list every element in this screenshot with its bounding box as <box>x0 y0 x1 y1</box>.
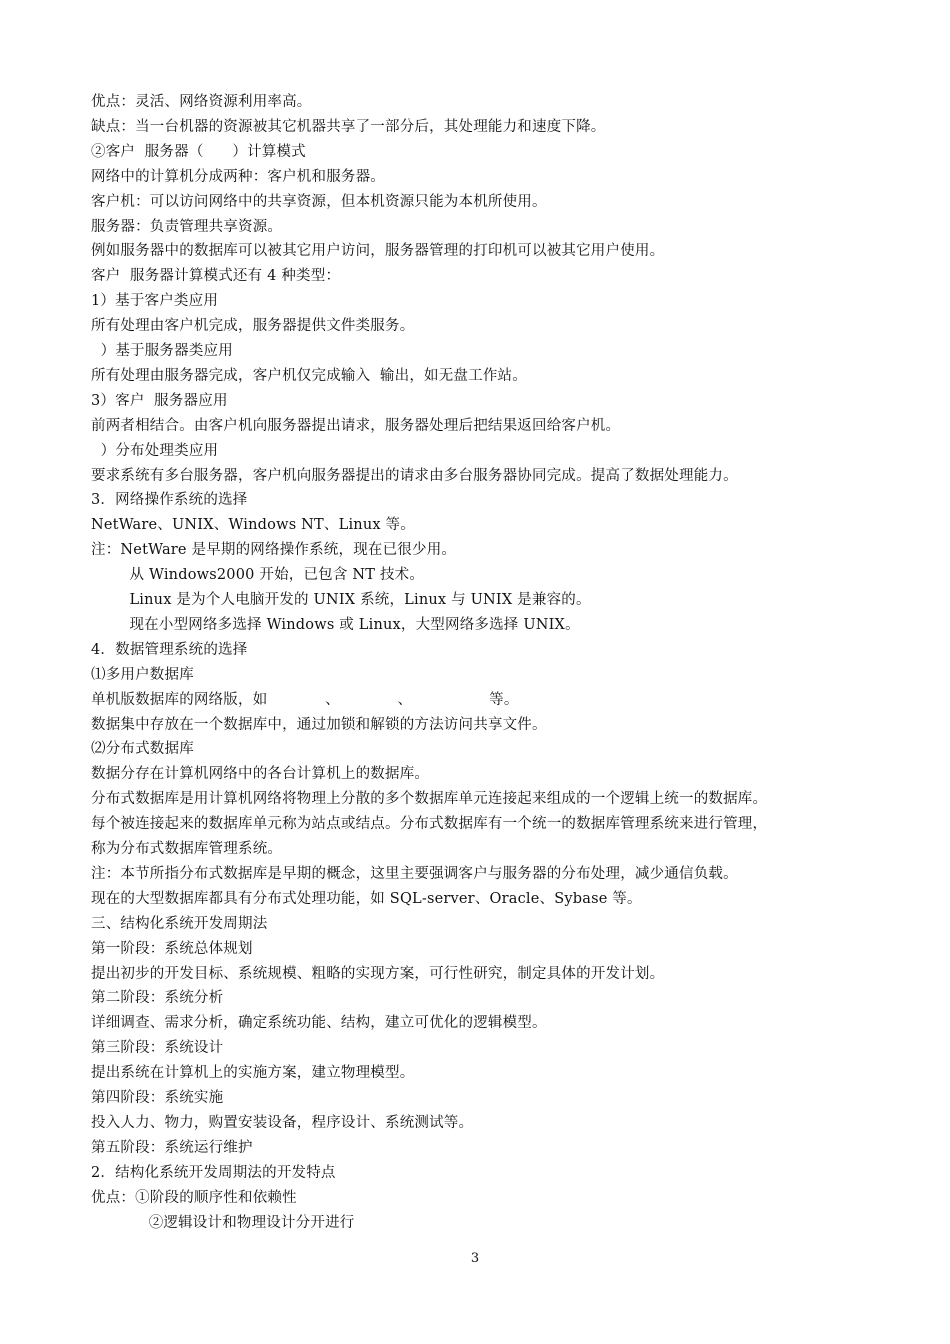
text-line: 注：NetWare 是早期的网络操作系统，现在已很少用。 <box>91 542 457 559</box>
text-line: 例如服务器中的数据库可以被其它用户访问，服务器管理的打印机可以被其它用户使用。 <box>91 243 665 260</box>
text-line: Linux 是为个人电脑开发的 UNIX 系统，Linux 与 UNIX 是兼容的。 <box>91 592 591 608</box>
text-line: 每个被连接起来的数据库单元称为站点或结点。分布式数据库有一个统一的数据库管理系统来进行管理， <box>91 816 768 833</box>
text-line: 前两者相结合。由客户机向服务器提出请求，服务器处理后把结果返回给客户机。 <box>91 417 621 434</box>
text-line: 数据分存在计算机网络中的各台计算机上的数据库。 <box>91 766 430 783</box>
text-line: 客户机：可以访问网络中的共享资源，但本机资源只能为本机所使用。 <box>91 193 547 210</box>
text-line: 现在的大型数据库都具有分布式处理功能，如 SQL-server、Oracle、Sybase 等。 <box>91 890 642 907</box>
text-line: 单机版数据库的网络版，如 、 、 等。 <box>91 691 519 708</box>
text-line: 现在小型网络多选择 Windows 或 Linux，大型网络多选择 UNIX。 <box>91 616 580 633</box>
text-line: 提出系统在计算机上的实施方案，建立物理模型。 <box>91 1065 415 1082</box>
text-line: 优点：①阶段的顺序性和依赖性 <box>91 1189 297 1206</box>
text-line: 1）基于客户类应用 <box>91 293 219 310</box>
text-line: 投入人力、物力，购置安装设备，程序设计、系统测试等。 <box>91 1114 474 1131</box>
text-line: 客户 服务器计算模式还有 4 种类型： <box>91 268 341 285</box>
text-line: 第一阶段：系统总体规划 <box>91 940 253 957</box>
text-line: 2．结构化系统开发周期法的开发特点 <box>91 1164 336 1181</box>
text-line: 三、结构化系统开发周期法 <box>91 915 268 932</box>
text-line: ②逻辑设计和物理设计分开进行 <box>91 1214 355 1231</box>
text-line: 缺点：当一台机器的资源被其它机器共享了一部分后，其处理能力和速度下降。 <box>91 118 606 135</box>
text-line: 详细调查、需求分析，确定系统功能、结构，建立可优化的逻辑模型。 <box>91 1015 547 1032</box>
text-line: 要求系统有多台服务器，客户机向服务器提出的请求由多台服务器协同完成。提高了数据处理能力。 <box>91 467 738 484</box>
text-line: ⑵分布式数据库 <box>91 741 194 758</box>
text-line: ）分布处理类应用 <box>91 442 219 459</box>
text-line: 第五阶段：系统运行维护 <box>91 1139 253 1156</box>
text-line: 第四阶段：系统实施 <box>91 1090 224 1106</box>
text-line: 优点：灵活、网络资源利用率高。 <box>91 94 312 110</box>
text-line: 所有处理由服务器完成，客户机仅完成输入 输出，如无盘工作站。 <box>91 367 527 384</box>
page-number: 3 <box>470 1251 480 1266</box>
text-line: 第三阶段：系统设计 <box>91 1040 224 1057</box>
text-line: 称为分布式数据库管理系统。 <box>91 841 283 857</box>
text-line: 3）客户 服务器应用 <box>91 392 228 409</box>
text-line: NetWare、UNIX、Windows NT、Linux 等。 <box>91 517 415 534</box>
text-line: ）基于服务器类应用 <box>91 343 233 359</box>
text-line: 3．网络操作系统的选择 <box>91 492 248 509</box>
text-line: 分布式数据库是用计算机网络将物理上分散的多个数据库单元连接起来组成的一个逻辑上统一的数据库。 <box>91 791 768 808</box>
text-line: ②客户 服务器（ ）计算模式 <box>91 143 306 160</box>
text-line: 数据集中存放在一个数据库中，通过加锁和解锁的方法访问共享文件。 <box>91 716 547 733</box>
text-line: 网络中的计算机分成两种：客户机和服务器。 <box>91 168 385 185</box>
text-line: 注：本节所指分布式数据库是早期的概念，这里主要强调客户与服务器的分布处理，减少通信负载。 <box>91 865 738 882</box>
text-line: 提出初步的开发目标、系统规模、粗略的实现方案，可行性研究，制定具体的开发计划。 <box>91 965 665 982</box>
text-line: 从 Windows2000 开始，已包含 NT 技术。 <box>91 567 425 584</box>
text-line: 第二阶段：系统分析 <box>91 990 224 1007</box>
text-line: ⑴多用户数据库 <box>91 666 194 683</box>
text-line: 服务器：负责管理共享资源。 <box>91 218 283 235</box>
text-line: 所有处理由客户机完成，服务器提供文件类服务。 <box>91 318 415 335</box>
text-line: 4．数据管理系统的选择 <box>91 641 248 658</box>
